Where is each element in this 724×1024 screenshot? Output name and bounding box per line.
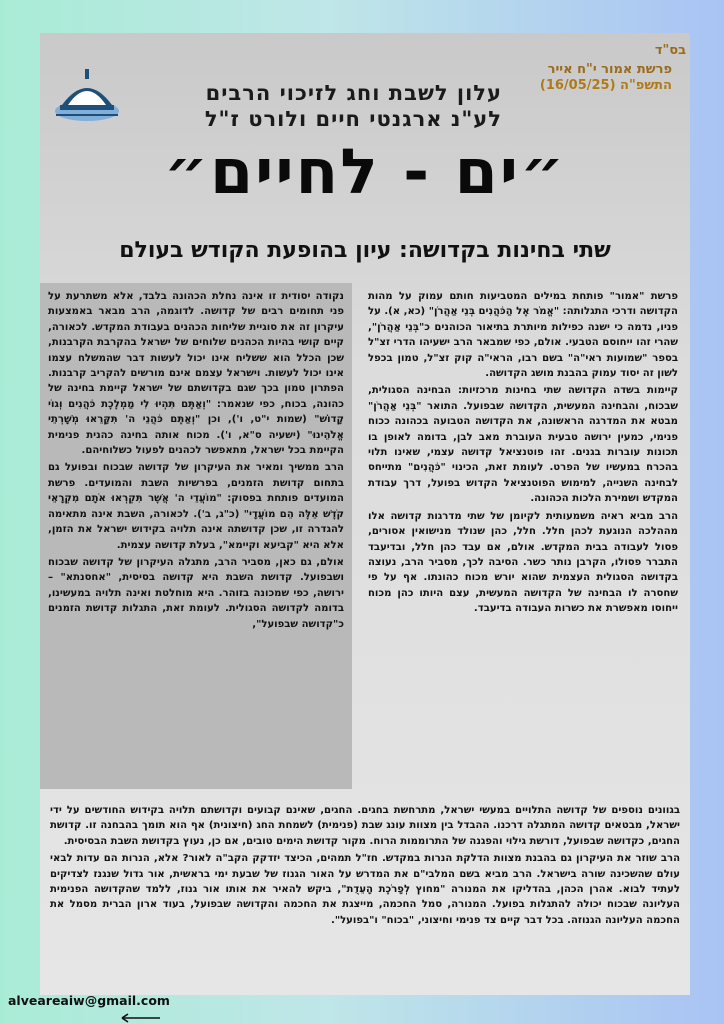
hebrew-year-date: התשפ"ה (16/05/25) — [539, 78, 672, 93]
header-line-1: עלון לשבת וחג לזיכוי הרבים — [205, 81, 502, 105]
synagogue-dome-logo — [52, 63, 122, 123]
arrow-left-icon — [118, 1013, 162, 1023]
left-paragraph-1: נקודה יסודית זו אינה נחלת הכהונה בלבד, אלא משתרעת על פני תחומים רבים של קדושה. לדוגמה, הרב מבאר באמצעות עיקרון זה את סוגיית שליחות הכהנים בעבודת המקדש. לכאורה, קיים קושי בהיות הכהנים שלוחים של ישראל בהקרבת הקרבנות, שכן הכלל הוא ששליח אינו יכול לעשות דבר שהמשלח עצמו אינו יכול לעשות. וישראל עצמם אינם מורשים להקריב קרבנות. הפתרון טמון בכך שגם בקדושתם של ישראל קיימת בחינה של כהונה, בכוח, כפי שנאמר: "וְאַתֶּם תִּהְיוּ לִי מַמְלֶכֶת כֹּהֲנִים וְגוֹי קָדוֹשׁ" (שמות י"ט, ו'), וכן "וְאַתֶּם כֹּהֲנֵי ה' תִּקָּרֵאוּ מְשָׁרְתֵי אֱלֹהֵינוּ" (ישעיה ס"א, ו'). מכוח אותה בחינה כהנית פנימית הקיימת בכל ישראל, מתאפשר לכהנים לפעול כשלוחיהם. — [48, 291, 344, 457]
corner-header — [502, 43, 686, 94]
right-column — [368, 289, 678, 619]
parasha-date: פרשת אמור י"ח אייר — [547, 62, 672, 77]
newsletter-page — [40, 33, 690, 995]
right-paragraph-1: פרשת "אמור" פותחת במילים המטביעות חותם עמוק על מהות הקדושה ודרכי התגלותה: "אֱמֹר אֶל הַכֹּהֲנִים בְּנֵי אַהֲרֹן" (כא, א). על פניו, נדמה כי ישנה כפילות מיותרת בתיאור הכוהנים כ"בְּנֵי אַהֲרֹן", שהרי זהו ייחוסם הטבעי. אולם, כפי שמבאר הרב ישעיהו הדרי זצ"ל בספר "שמועות ראי"ה" בשם רבו, הראי"ה קוק זצ"ל, טמון בכפל לשון זה יסוד עמוק בהבנת מושג הקדושה. — [368, 291, 678, 380]
main-title: ״ים - לחיים״ — [163, 135, 567, 208]
article-subtitle: שתי בחינות בקדושה: עיון בהופעת הקודש בעולם — [119, 238, 611, 263]
left-column — [40, 283, 352, 789]
left-paragraph-3: אולם, גם כאן, מסביר הרב, מתגלה העיקרון של קדושה שבכוח ושבפועל. קדושת השבת היא קדושה בסיסית, "אחסנתא" – ירושה, כפי שמכונה בזוהר. היא מוחלטת ואינה תלויה במעשינו, בדומה לקדושה הסגולית. לעומת זאת, התגלות קדושת הזמנים כ"קדושה שבפועל", — [48, 556, 344, 630]
bottom-paragraph-1: בגוונים נוספים של קדושה התלויים במעשי ישראל, מתרחשת בחגים. החגים, שאינם קבועים וקדושתם תלויה בקידוש החודשים על ידי ישראל, מבטאים קדושה המתגלה דרכנו. ההבדל בין מצוות עונג שבת (פנימית) לשמחת החג (חיצונית) אף הוא תומך בהבחנה זו. קדושת החגים, כקדושה שבפועל, דורשת גילוי והפגנה של התרוממות הרוח. מקור קדושת הימים טובים, אם כן, נעוץ בקדושת השבת הבסיסית. — [50, 805, 680, 847]
bottom-text — [50, 803, 680, 930]
contact-email[interactable]: alveareaiw@gmail.com — [8, 993, 170, 1008]
bsd-mark: בס"ד — [654, 43, 686, 58]
right-paragraph-3: הרב מביא ראיה משמעותית לקיומן של שתי מדרגות קדושה אלו מההלכה הנוגעת לכהן חלל. חלל, כהן שנולד מנישואין אסורים, פסול לעבודה בבית המקדש. אולם, אם עבד כהן חלל, ובדיעבד התברר פסולו, הקרבן נותר כשר. הסיבה לכך, מסביר הרב, נעוצה בקדושה הסגולית העצמית שהוא יורש מכוח כהונתו. אף על פי שחסרה לו הבחינה של הקדושה המעשית, עצם היותו כהן מכוח ייחוסו מאפשרת את כשרות העבודה בדיעבד. — [368, 510, 678, 615]
header-line-2: לע"נ ארגנטי חיים ולורט ז"ל — [204, 107, 502, 131]
right-paragraph-2: קיימות בשדה הקדושה שתי בחינות מרכזיות: הבחינה הסגולית, שבכוח, והבחינה המעשית, הקדושה שבפועל. התואר "בְּנֵי אַהֲרֹן" מבטא את המדרגה הראשונה, את הקדושה הטבועה בכהונה ככוח פנימי, כמעין ירושה טבעית העוברת מאב לבן, בדומה לאופן בו תכונות עוברות בגנים. זהו פוטנציאל קדושה עצמי, שאינו תלוי בהכרח במעשיו של הפרט. לעומת זאת, הכינוי "כֹּהֲנִים" מתייחס לבחינה השנייה, למימוש הפוטנציאל הקדוש בפועל, דרך עבודת המקדש ושמירת הלכות הכהונה. — [368, 385, 678, 505]
left-paragraph-2: הרב ממשיך ומאיר את העיקרון של קדושה שבכוח ובפועל גם בתחום קדושת הזמנים, בפרשיות השבת והמועדים. פרשת המועדים פותחת בפסוק: "מוֹעֲדֵי ה' אֲשֶׁר תִּקְרְאוּ אֹתָם מִקְרָאֵי קֹדֶשׁ אֵלֶּה הֵם מוֹעֲדָי" (כ"ג, ב'). לכאורה, השבת אינה מתאימה להגדרה זו, שכן קדושתה אינה תלויה בקידוש ישראל את הזמן, אלא היא "קביעא וקיימא", בעלת קדושה עצמית. — [48, 462, 344, 551]
bottom-paragraph-2: הרב שוזר את העיקרון גם בהבנת מצוות הדלקת הנרות במקדש. חז"ל תמהים, הכיצד יזדקק הקב"ה לאור? אלא, הנרות הם עדות לבאי עולם שהשכינה שורה בישראל. הרב מביא בשם המלבי"ם את המדרש על האור הגנוז של שבעת ימי בראשית, אור גדול שנגנז לצדיקים לעתיד לבוא. אהרן הכהן, בהדליקו את המנורה "מחוץ לְפָרֹכֶת הָעֵדֻת", ביקש להאיר את אותו אור גנוז, ללמד שהקדושה הפנימית העליונה שבכוח יכולה להתגלות בפועל. המנורה, סמל החכמה, מייצגת את החכמה והקדושה שבפועל, בעוד ארון הברית מסמל את החכמה העליונה הגנוזה. בכל דבר קיים צד פנימי וחיצוני, "בכוח" ו"בפועל". — [50, 853, 680, 926]
newsletter-header — [122, 80, 502, 132]
